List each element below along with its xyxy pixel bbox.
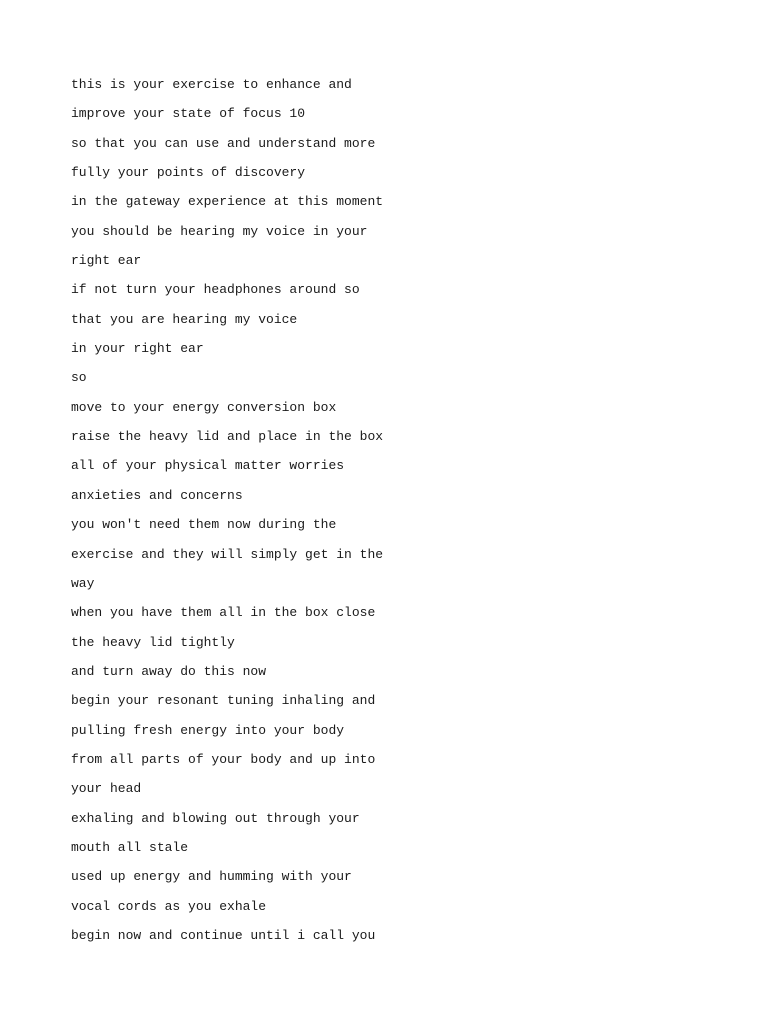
text-line: raise the heavy lid and place in the box xyxy=(71,429,384,445)
transcript-text xyxy=(71,70,691,950)
text-line: begin your resonant tuning inhaling and xyxy=(71,693,376,709)
text-line: anxieties and concerns xyxy=(71,487,243,503)
text-line: you should be hearing my voice in your xyxy=(71,223,368,239)
text-line: vocal cords as you exhale xyxy=(71,898,267,914)
text-line: in the gateway experience at this moment xyxy=(71,194,384,210)
text-line: so that you can use and understand more xyxy=(71,135,376,151)
text-line: so xyxy=(71,370,87,386)
text-line: move to your energy conversion box xyxy=(71,399,337,415)
text-line: right ear xyxy=(71,253,142,269)
text-line: exercise and they will simply get in the xyxy=(71,546,384,562)
text-line: pulling fresh energy into your body xyxy=(71,722,345,738)
text-line: begin now and continue until i call you xyxy=(71,927,376,943)
text-line: that you are hearing my voice xyxy=(71,311,298,327)
text-line: you won't need them now during the xyxy=(71,517,337,533)
text-line: fully your points of discovery xyxy=(71,165,306,181)
text-line: and turn away do this now xyxy=(71,663,267,679)
text-line: the heavy lid tightly xyxy=(71,634,235,650)
text-line: used up energy and humming with your xyxy=(71,869,352,885)
text-line: way xyxy=(71,575,95,591)
text-line: mouth all stale xyxy=(71,839,189,855)
text-line: if not turn your headphones around so xyxy=(71,282,360,298)
text-line: improve your state of focus 10 xyxy=(71,106,306,122)
text-line: from all parts of your body and up into xyxy=(71,751,376,767)
text-line: when you have them all in the box close xyxy=(71,605,376,621)
text-line: in your right ear xyxy=(71,341,204,357)
text-line: your head xyxy=(71,781,142,797)
text-line: this is your exercise to enhance and xyxy=(71,77,352,92)
text-line: all of your physical matter worries xyxy=(71,458,345,474)
text-line: exhaling and blowing out through your xyxy=(71,810,360,826)
